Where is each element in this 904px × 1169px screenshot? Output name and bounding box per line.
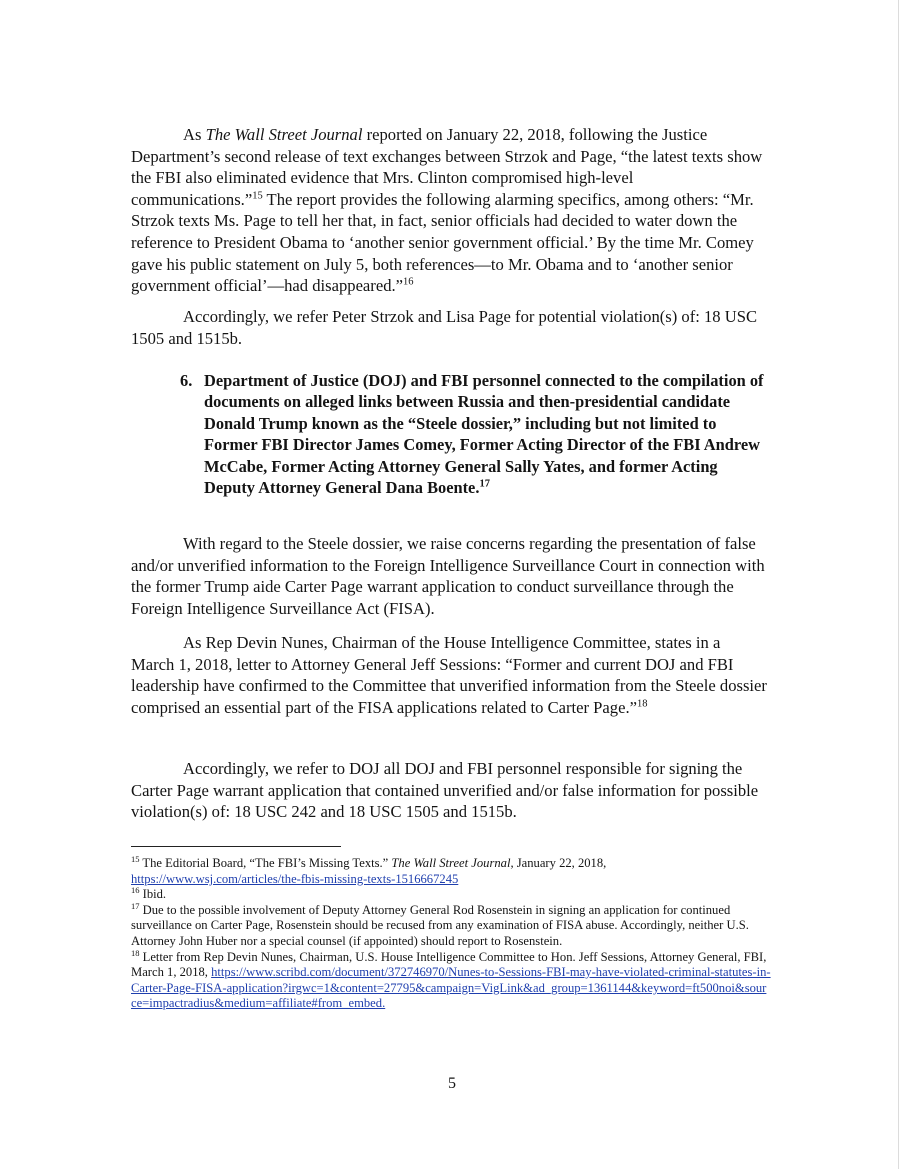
footnote-15: $^{15}$ The Editorial Board, “The FBI’s Missing Texts.” The Wall Street Journal, January 22, 2018, https://www.wsj.com/articles/the-fbis-missing-texts-1516667245 [131, 853, 607, 886]
footnote-ref-15[interactable]: 15 [252, 190, 263, 202]
footnote-ref-18[interactable]: 18 [636, 698, 648, 710]
scan-edge-line [898, 0, 899, 1169]
page-number: 5 [448, 1075, 456, 1092]
footnote-16: $^{16}$ Ibid. [131, 885, 167, 902]
footnote-18-link[interactable]: https://www.scribd.com/document/372746970/Nunes-to-Sessions-FBI-may-have-violated-criminal-statutes-in-Carter-Page-FISA-application?irgwc=1&content=27795&campaign=VigLink&ad_group=1361144&keyword=ft500noi&source=impactradius&medium=affiliate#from_embed. [131, 965, 771, 1011]
paragraph-referral-doj-fbi: Accordingly, we refer to DOJ all DOJ and FBI personnel responsible for signing the Carter Page warrant application that contained unverified and/or false information for possible violation(s) of: 18 USC 242 and 18 USC 1505 and 1515b. [131, 759, 759, 822]
footnote-15-link[interactable]: https://www.wsj.com/articles/the-fbis-missing-texts-1516667245 [131, 871, 459, 886]
paragraph-referral-strzok-page: Accordingly, we refer Peter Strzok and Lisa Page for potential violation(s) of: 18 USC 1505 and 1515b. [131, 307, 758, 348]
numbered-item-6 [180, 370, 764, 498]
footnote-18: $^{18}$ Letter from Rep Devin Nunes, Chairman, U.S. House Intelligence Committee to Hon. Jeff Sessions, Attorney General, FBI, March 1, 2018, https://www.scribd.com/document/372746970/Nunes-to-Sessions-FBI-may-have-violated-criminal-statutes-in-Carter-Page-FISA-application?irgwc=1&content=27795&campaign=VigLink&ad_group=1361144&keyword=ft500noi&source=impactradius&medium=affiliate#from_embed. [131, 947, 771, 1011]
item-number: 6. [180, 371, 193, 390]
footnote-separator [131, 846, 341, 847]
paragraph-steele-dossier: With regard to the Steele dossier, we raise concerns regarding the presentation of false and/or unverified information to the Foreign Intelligence Surveillance Court in connection with the former Trump aide Carter Page warrant application to conduct surveillance through the Foreign Intelligence Surveillance Act (FISA). [131, 534, 765, 618]
item-6-text: Department of Justice (DOJ) and FBI personnel connected to the compilation of documents on alleged links between Russia and then-presidential candidate Donald Trump known as the “Steele dossier,” including but not limited to Former FBI Director James Comey, Former Acting Director of the FBI Andrew McCabe, Former Acting Attorney General Sally Yates, and former Acting Deputy Attorney General Dana Boente. [204, 371, 764, 498]
footnotes [131, 853, 771, 1012]
footnote-ref-16[interactable]: 16 [403, 276, 414, 288]
footnote-17: $^{17}$ Due to the possible involvement of Deputy Attorney General Rod Rosenstein in signing an application for continued surveillance on Carter Page, Rosenstein should be recused from any examination of FISA abuse. Accordingly, neither U.S. Attorney John Huber nor a special counsel (if appointed) should report to Rosenstein. [131, 900, 749, 948]
paragraph-wsj-report: As The Wall Street Journal reported on January 22, 2018, following the Justice Department’s second release of text exchanges between Strzok and Page, “the latest texts show the FBI also eliminated evidence that Mrs. Clinton compromised high-level communications.”$^{15}$ The report provides the following alarming specifics, among others: “Mr. Strzok texts Ms. Page to tell her that, in fact, senior officials had decided to water down the reference to President Obama to ‘another senior government official.’ By the time Mr. Comey gave his public statement on July 5, both references—to Mr. Obama and to ‘another senior government official’—had disappeared.”$^{16}$ [131, 125, 763, 296]
publication-title: The Wall Street Journal [205, 125, 363, 144]
paragraph-nunes-letter: As Rep Devin Nunes, Chairman of the House Intelligence Committee, states in a March 1, 2018, letter to Attorney General Jeff Sessions: “Former and current DOJ and FBI leadership have confirmed to the Committee that unverified information from the Steele dossier comprised an essential part of the FISA applications related to Carter Page.”$^{18}$ [131, 633, 767, 717]
footnote-ref-17[interactable]: 17 [479, 478, 490, 490]
